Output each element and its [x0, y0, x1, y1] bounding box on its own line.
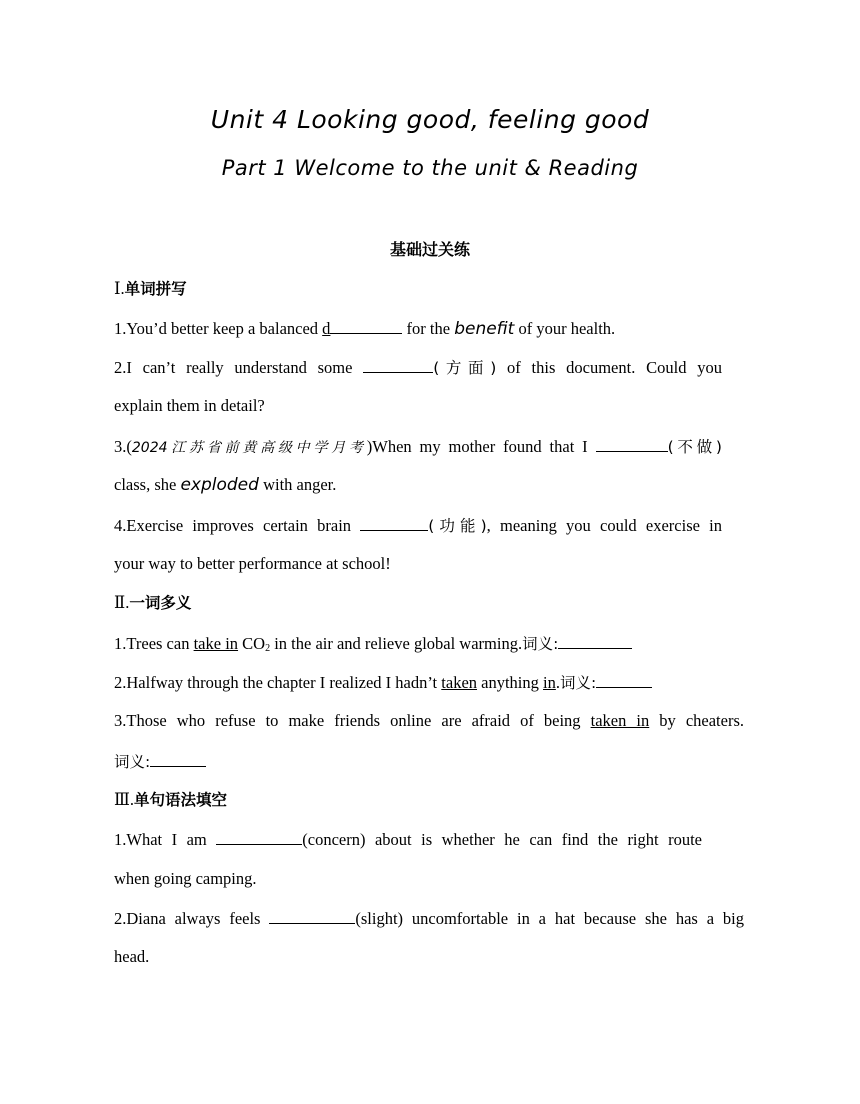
question-source: 2024江苏省前黄高级中学月考 [131, 440, 367, 456]
section-1-number: Ⅰ. [114, 279, 125, 298]
s1-question-4: 4.Exercise improves certain brain (功能), meaning you could exercise in [114, 516, 722, 535]
exercise-set-heading: 基础过关练 [389, 240, 470, 259]
answer-blank[interactable] [363, 356, 433, 373]
answer-blank[interactable] [360, 514, 428, 531]
meaning-blank[interactable] [150, 750, 206, 767]
section-3-label: 单句语法填空 [134, 791, 228, 809]
s2-question-3-cont: 词义: [114, 750, 206, 773]
s1-question-3-cont: class, she exploded with anger. [114, 475, 337, 495]
s3-question-1-cont: when going camping. [114, 869, 257, 888]
s1-question-2-cont: explain them in detail? [114, 396, 265, 415]
s2-question-3: 3.Those who refuse to make friends online are afraid of being taken in by cheaters. [114, 711, 745, 730]
section-2-number: Ⅱ. [114, 593, 130, 612]
target-phrase: in [543, 673, 556, 692]
unit-title: Unit 4 Looking good, feeling good [210, 105, 650, 134]
section-1-label: 单词拼写 [124, 280, 187, 298]
section-1-heading [114, 278, 187, 300]
answer-blank-prefix: d [322, 319, 331, 338]
part-subtitle: Part 1 Welcome to the unit & Reading [221, 156, 639, 180]
s1-question-3: 3.(2024江苏省前黄高级中学月考)When my mother found that I (不做) [114, 437, 722, 456]
answer-blank[interactable] [596, 435, 668, 452]
s2-question-1: 1.Trees can take in $CO_2$ in the air and relieve global warming.词义: [114, 632, 632, 660]
section-3-heading [114, 789, 227, 811]
s2-question-2: 2.Halfway through the chapter I realized I hadn’t taken anything in.词义: [114, 671, 652, 694]
s3-question-2-cont: head. [114, 947, 150, 966]
s3-question-2: 2.Diana always feels (slight) uncomfortable in a hat because she has a big [114, 909, 744, 928]
s1-question-2: 2.I can’t really understand some (方面) of this document. Could you [114, 358, 722, 377]
target-phrase: taken [441, 673, 478, 692]
answer-blank[interactable] [269, 907, 355, 924]
target-phrase: take in [193, 634, 239, 653]
answer-blank[interactable] [330, 317, 402, 334]
meaning-blank[interactable] [596, 671, 652, 688]
target-phrase: taken in [590, 711, 650, 730]
section-2-heading [114, 592, 191, 614]
s1-question-4-cont: your way to better performance at school! [114, 554, 391, 573]
section-3-number: Ⅲ. [114, 790, 135, 809]
answer-blank[interactable] [216, 828, 302, 845]
section-2-label: 一词多义 [129, 594, 192, 612]
s3-question-1: 1.What I am (concern) about is whether he can find the right route [114, 830, 702, 849]
s1-question-1: 1.You’d better keep a balanced d for the benefit of your health. [114, 319, 616, 339]
meaning-blank[interactable] [558, 632, 632, 649]
